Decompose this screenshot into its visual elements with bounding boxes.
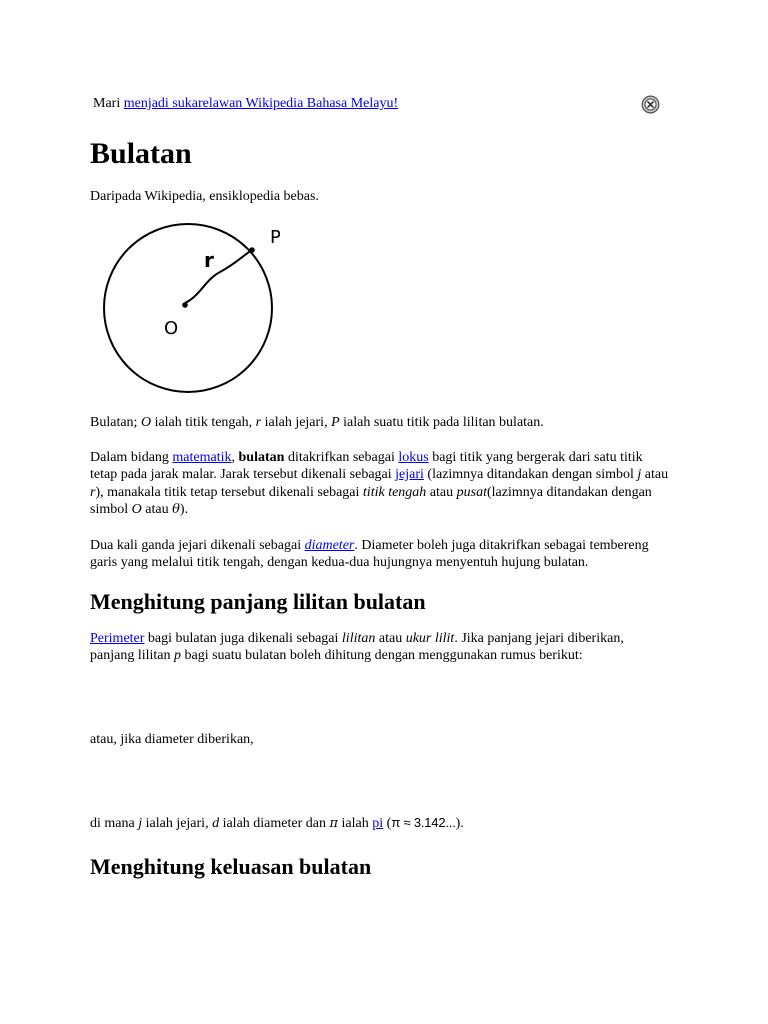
- center-point: [182, 302, 188, 308]
- radius-line: [185, 250, 252, 303]
- volunteer-link[interactable]: menjadi sukarelawan Wikipedia Bahasa Melayu!: [123, 96, 399, 111]
- link-pi[interactable]: pi: [372, 816, 384, 831]
- link-jejari[interactable]: jejari: [395, 467, 424, 482]
- definition-paragraph: Dalam bidang matematik, bulatan ditakrifkan sebagai lokus bagi titik yang bergerak dari satu titik tetap pada jarak malar. Jarak tersebut dikenali sebagai jejari (lazimnya ditandakan dengan simbol j atau r), manakala titik tetap tersebut dikenali sebagai titik tengah atau pusat(lazimnya ditandakan dengan simbol O atau θ).: [90, 449, 669, 517]
- diameter-given-text: atau, jika diameter diberikan,: [90, 731, 254, 747]
- section-heading-circumference: Menghitung panjang lilitan bulatan: [90, 588, 426, 614]
- perimeter-paragraph: Perimeter bagi bulatan juga dikenali sebagai lilitan atau ukur lilit. Jika panjang jejari diberikan, panjang lilitan p bagi suatu bulatan boleh dihitung dengan menggunakan rumus berikut:: [90, 630, 624, 663]
- label-p: P: [270, 227, 280, 248]
- pi-approximation: π ≈ 3.142...: [391, 815, 456, 830]
- volunteer-notice: [91, 96, 671, 118]
- label-o: O: [164, 318, 179, 339]
- site-tagline: Daripada Wikipedia, ensiklopedia bebas.: [90, 189, 319, 204]
- link-perimeter[interactable]: Perimeter: [90, 630, 145, 646]
- circle-figure: [90, 218, 280, 398]
- article-content: [90, 134, 670, 881]
- link-diameter[interactable]: diameter: [304, 537, 355, 553]
- variables-paragraph: di mana j ialah jejari, d ialah diameter dan π ialah pi (π ≈ 3.142...).: [90, 815, 464, 831]
- section-heading-area: Menghitung keluasan bulatan: [90, 853, 372, 879]
- notice-prefix: Mari: [93, 96, 121, 111]
- label-r: r: [204, 248, 214, 272]
- point-p: [249, 247, 255, 253]
- figure-caption: Bulatan; O ialah titik tengah, r ialah jejari, P ialah suatu titik pada lilitan bulatan.: [90, 415, 544, 430]
- link-matematik[interactable]: matematik: [172, 449, 232, 465]
- link-lokus[interactable]: lokus: [398, 449, 429, 465]
- page-title: Bulatan: [90, 137, 192, 170]
- diameter-paragraph: Dua kali ganda jejari dikenali sebagai diameter. Diameter boleh juga ditakrifkan sebagai tembereng garis yang melalui titik tengah, dengan kedua-dua hujungnya menyentuh hujung bulatan.: [90, 537, 649, 570]
- close-circle-icon: [641, 95, 660, 114]
- circle-outline: [104, 224, 272, 392]
- circle-diagram: [90, 218, 280, 398]
- close-button[interactable]: [641, 95, 660, 114]
